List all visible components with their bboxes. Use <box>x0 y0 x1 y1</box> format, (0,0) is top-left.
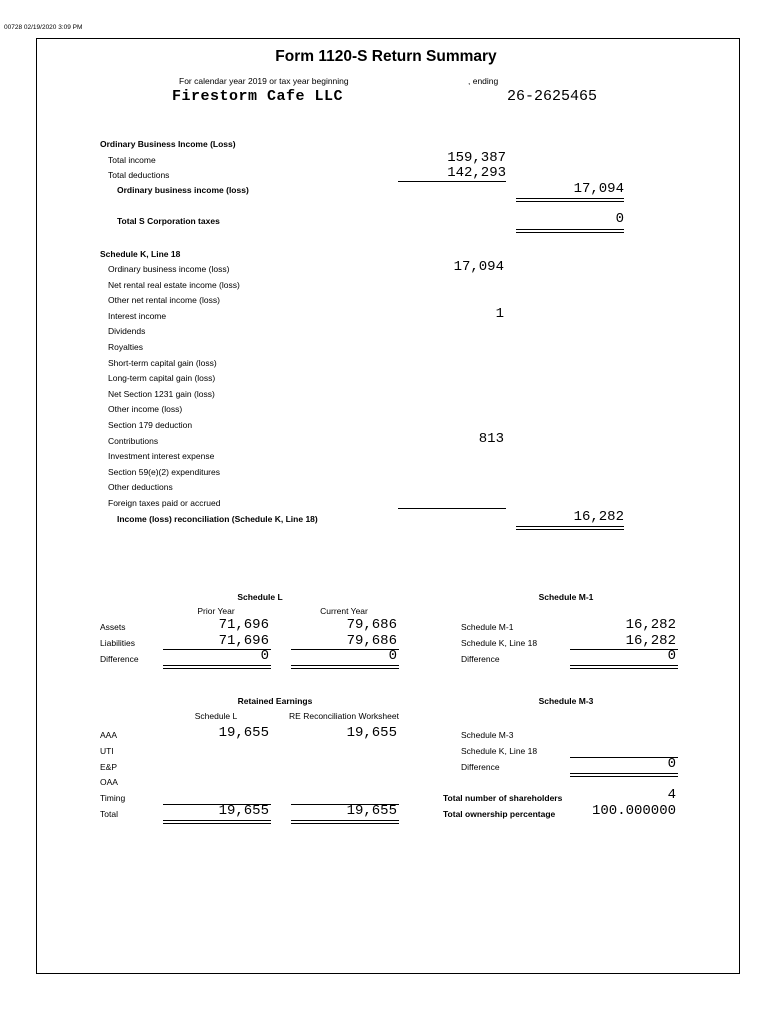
schedule-k-row-label: Other income (loss) <box>108 404 183 415</box>
company-name: Firestorm Cafe LLC <box>172 88 344 105</box>
double-rule <box>291 820 399 824</box>
schedule-k-row-label: Section 179 deduction <box>108 420 193 430</box>
double-rule <box>570 665 678 669</box>
current-year-label: Current Year <box>320 606 368 616</box>
m3-label: Schedule M-3 <box>461 730 514 740</box>
schedule-k-row-label: Long-term capital gain (loss) <box>108 373 216 384</box>
rule <box>398 181 506 182</box>
m3-k18-label: Schedule K, Line 18 <box>461 746 538 756</box>
schedule-k-row-label: Foreign taxes paid or accrued <box>108 498 221 508</box>
s-corp-taxes-value: 0 <box>615 211 624 227</box>
obi-heading: Ordinary Business Income (Loss) <box>100 139 236 149</box>
oaa-label: OAA <box>100 777 118 787</box>
schedule-k-row-label: Investment interest expense <box>108 451 215 462</box>
total-deductions-label: Total deductions <box>108 170 170 180</box>
schedule-k-row-label: Short-term capital gain (loss) <box>108 357 217 368</box>
schedule-k-row-label: Interest income <box>108 310 167 321</box>
schedule-k-heading: Schedule K, Line 18 <box>100 249 181 259</box>
schedule-k-row-label: Net rental real estate income (loss) <box>108 279 240 290</box>
total-income-value: 159,387 <box>447 150 506 166</box>
prior-year-label: Prior Year <box>197 606 235 616</box>
ownership-pct-value: 100.000000 <box>591 803 676 819</box>
total-col1: 19,655 <box>218 803 269 819</box>
m3-difference-label: Difference <box>461 762 500 772</box>
ownership-pct-label: Total ownership percentage <box>443 809 556 819</box>
total-label: Total <box>100 809 118 819</box>
re-col2-label: RE Reconciliation Worksheet <box>289 711 399 721</box>
shareholders-count-label: Total number of shareholders <box>443 793 563 803</box>
aaa-col1: 19,655 <box>218 725 269 741</box>
m1-k18-label: Schedule K, Line 18 <box>461 638 538 648</box>
double-rule <box>291 665 399 669</box>
m1-value: 16,282 <box>625 617 676 633</box>
current-difference: 0 <box>388 648 397 664</box>
schedule-k-row-label: Section 59(e)(2) expenditures <box>108 466 220 477</box>
print-stamp: 00728 02/19/2020 3:09 PM <box>4 24 83 31</box>
s-corp-taxes-label: Total S Corporation taxes <box>117 216 220 226</box>
double-rule <box>516 526 624 530</box>
ending-text: , ending <box>468 76 499 86</box>
schedule-m3-heading: Schedule M-3 <box>538 696 594 706</box>
schedule-k-row-label: Contributions <box>108 435 159 446</box>
page-title: Form 1120-S Return Summary <box>275 48 497 65</box>
schedule-k-row-label: Other net rental income (loss) <box>108 295 220 306</box>
difference-label: Difference <box>100 654 139 664</box>
m1-difference-label: Difference <box>461 654 500 664</box>
schedule-k-row-label: Dividends <box>108 326 146 337</box>
timing-label: Timing <box>100 793 126 803</box>
re-col1-label: Schedule L <box>194 711 238 721</box>
uti-label: UTI <box>100 746 114 756</box>
retained-earnings-heading: Retained Earnings <box>237 696 313 706</box>
recon-value: 16,282 <box>573 509 624 525</box>
schedule-k-row-value: 1 <box>495 305 504 322</box>
aaa-label: AAA <box>100 730 118 740</box>
recon-label: Income (loss) reconciliation (Schedule K, Line 18) <box>117 514 318 524</box>
schedule-l-heading: Schedule L <box>237 592 283 602</box>
tax-year-text: For calendar year 2019 or tax year beginning <box>179 76 349 86</box>
schedule-m1-heading: Schedule M-1 <box>538 592 594 602</box>
m1-difference-value: 0 <box>667 648 676 664</box>
total-deductions-value: 142,293 <box>447 165 506 181</box>
double-rule <box>516 229 624 233</box>
total-col2: 19,655 <box>346 803 397 819</box>
liabilities-label: Liabilities <box>100 638 135 648</box>
m3-difference-value: 0 <box>667 756 676 772</box>
obi-value: 17,094 <box>573 181 624 197</box>
m1-k18-value: 16,282 <box>625 633 676 649</box>
assets-label: Assets <box>100 622 126 632</box>
current-assets: 79,686 <box>346 617 397 633</box>
double-rule <box>516 198 624 202</box>
rule <box>398 508 506 509</box>
total-income-label: Total income <box>108 155 156 165</box>
m1-label: Schedule M-1 <box>461 622 514 632</box>
schedule-k-row-value: 813 <box>478 430 504 447</box>
schedule-k-row-label: Royalties <box>108 342 143 352</box>
schedule-k-row-label: Ordinary business income (loss) <box>108 264 230 274</box>
prior-assets: 71,696 <box>218 617 269 633</box>
current-liabilities: 79,686 <box>346 633 397 649</box>
obi-label: Ordinary business income (loss) <box>117 185 249 195</box>
schedule-k-row-value: 17,094 <box>453 259 504 275</box>
double-rule <box>163 665 271 669</box>
prior-liabilities: 71,696 <box>218 633 269 649</box>
ep-label: E&P <box>100 762 118 772</box>
double-rule <box>163 820 271 824</box>
shareholders-count-value: 4 <box>667 787 676 803</box>
prior-difference: 0 <box>260 648 269 664</box>
ein: 26-2625465 <box>507 88 598 105</box>
aaa-col2: 19,655 <box>346 725 397 741</box>
schedule-k-row-label: Other deductions <box>108 482 173 493</box>
double-rule <box>570 773 678 777</box>
schedule-k-row-label: Net Section 1231 gain (loss) <box>108 388 215 399</box>
